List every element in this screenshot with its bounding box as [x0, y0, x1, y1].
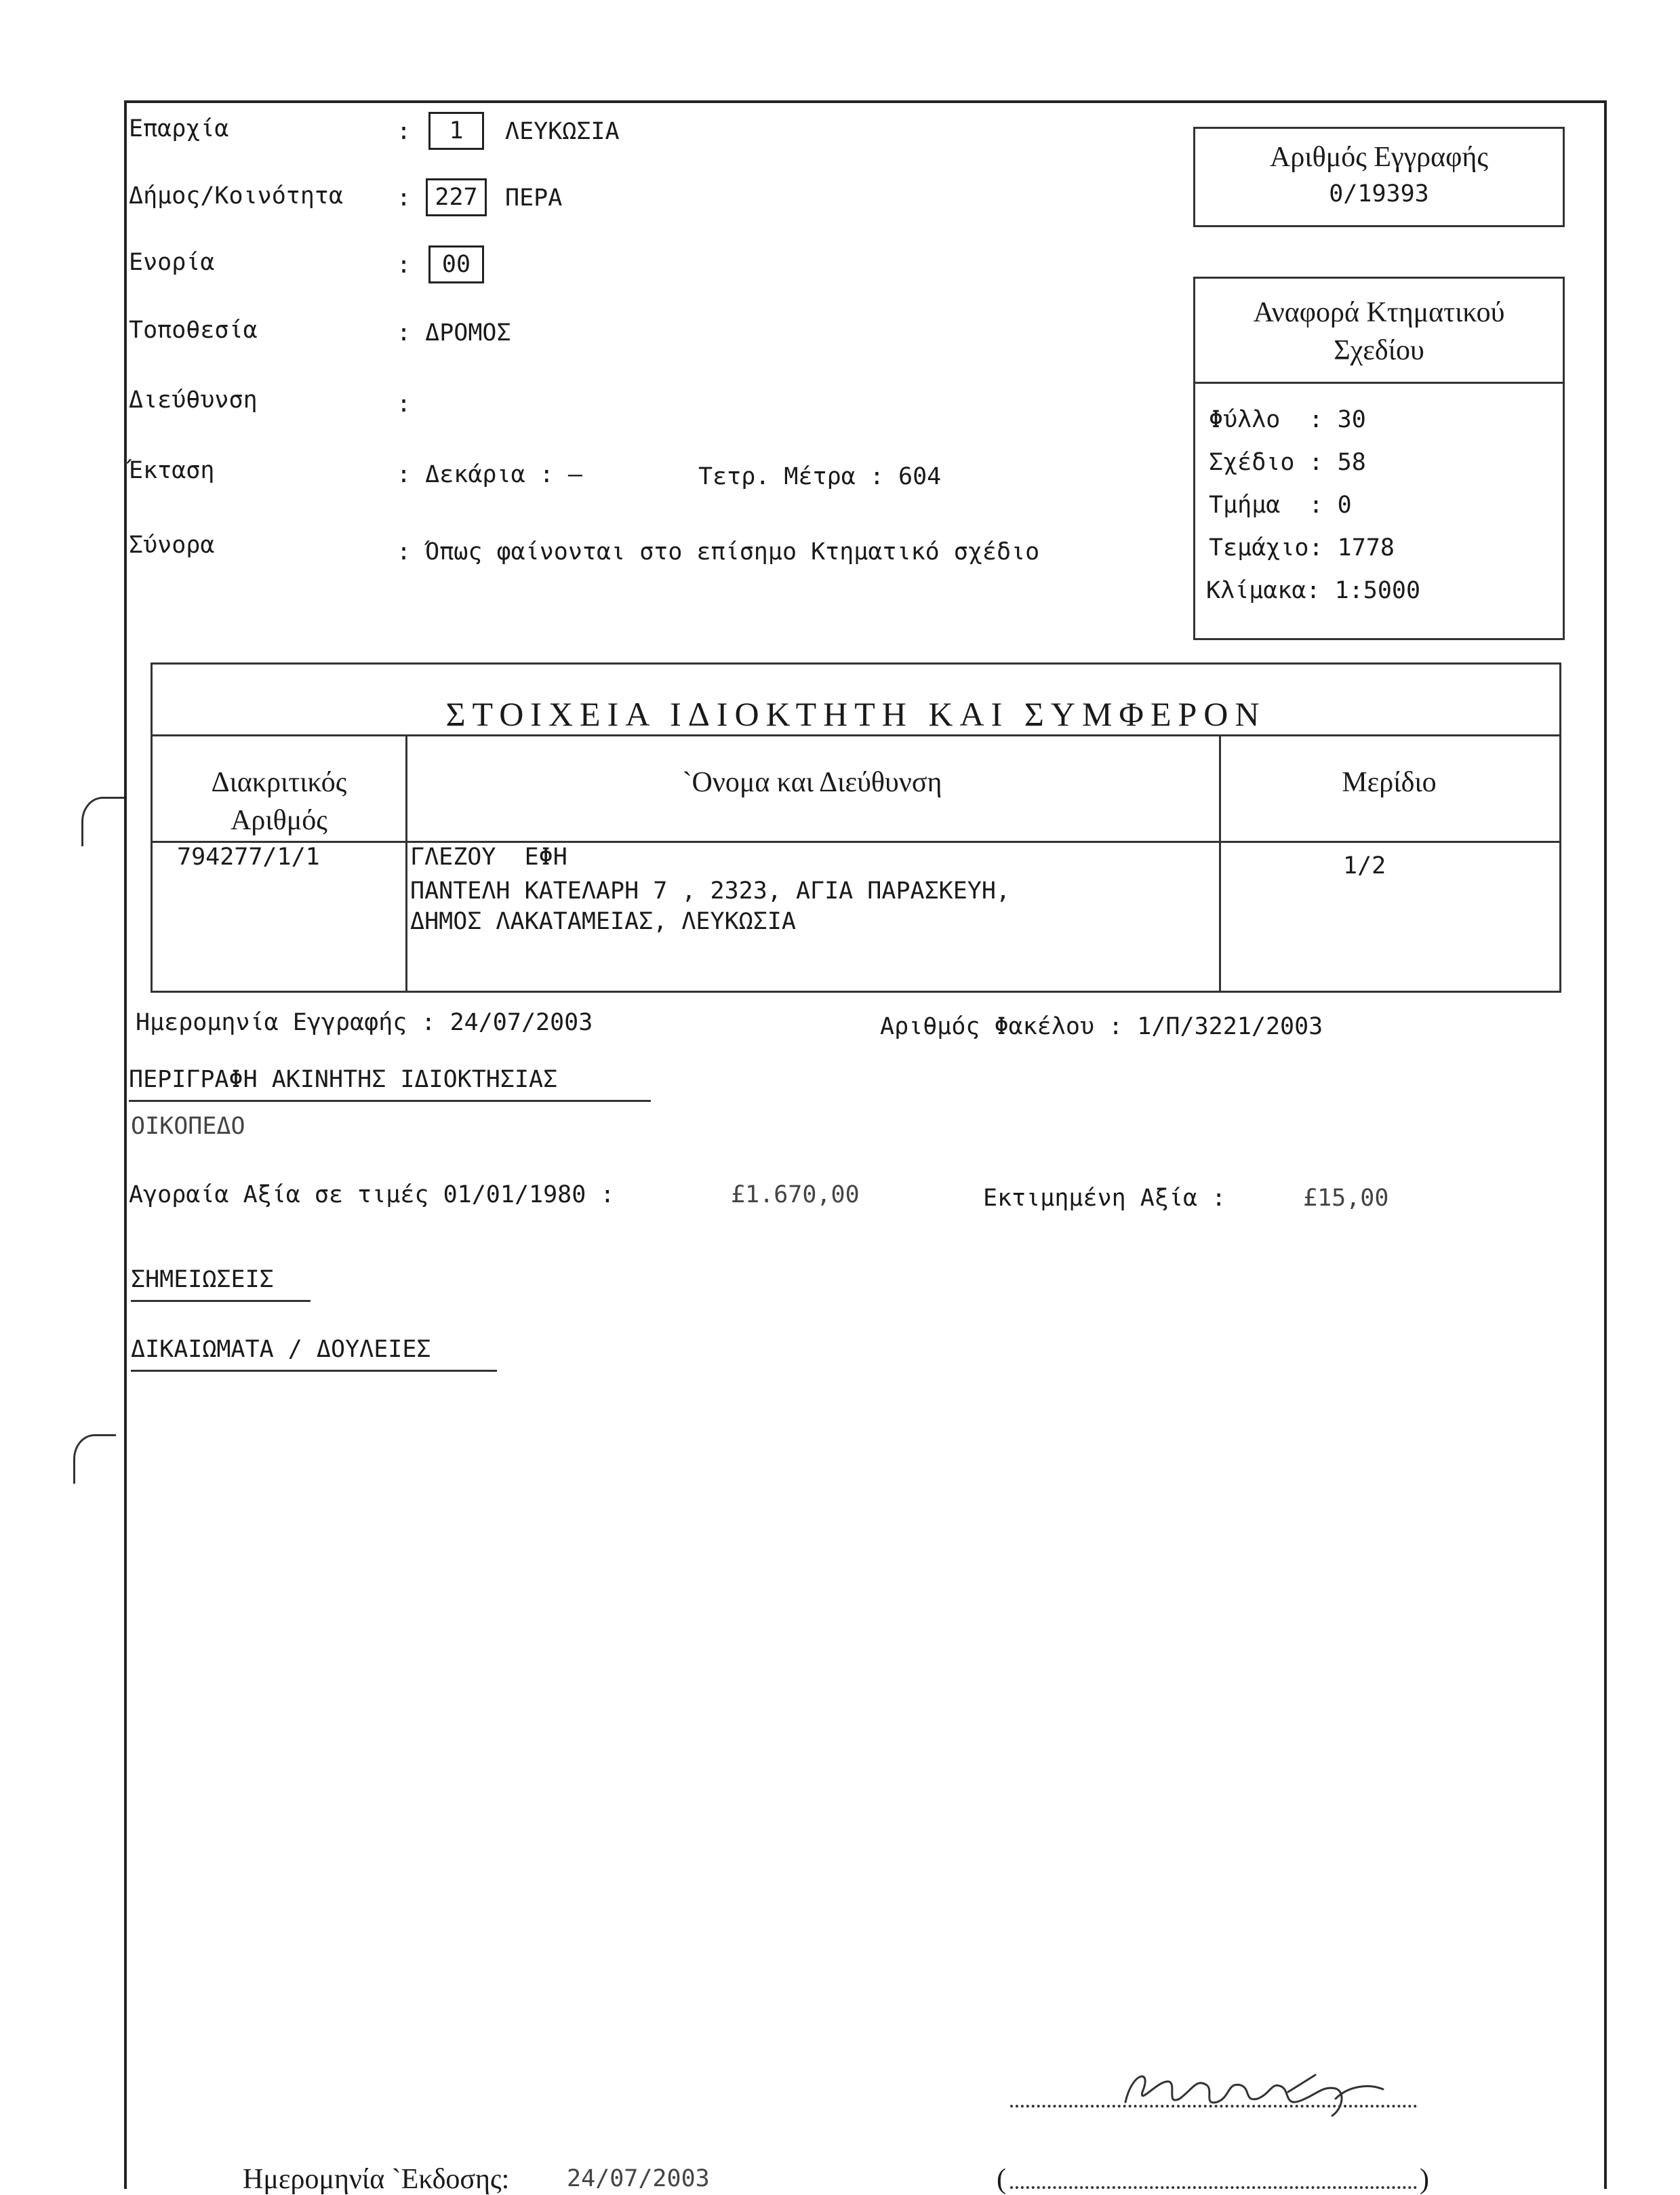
property-description-value: ΟΙΚΟΠΕΔΟ: [131, 1113, 245, 1140]
signatory-paren-open: (: [997, 2164, 1006, 2195]
rights-heading: ΔΙΚΑΙΩΜΑΤΑ / ΔΟΥΛΕΙΕΣ: [131, 1334, 497, 1372]
area-label: Έκταση: [129, 457, 215, 484]
estimated-value: £15,00: [1303, 1185, 1389, 1212]
registration-date: Ημερομηνία Εγγραφής : 24/07/2003: [136, 1009, 593, 1036]
owner-share: 1/2: [1343, 852, 1386, 879]
market-value-label: Αγοραία Αξία σε τιμές 01/01/1980 :: [129, 1181, 615, 1208]
owner-address-line1: ΠΑΝΤΕΛΗ ΚΑΤΕΛΑΡΗ 7 , 2323, ΑΓΙΑ ΠΑΡΑΣΚΕΥΗ,: [410, 877, 1011, 905]
plan-number: Σχέδιο : 58: [1209, 449, 1366, 476]
issue-date-label: Ημερομηνία `Εκδοσης:: [243, 2164, 510, 2195]
registration-number-title: Αριθμός Εγγραφής: [1270, 142, 1488, 173]
owner-table-header-divider: [153, 841, 1559, 843]
estimated-value-label: Εκτιμημένη Αξία :: [983, 1185, 1226, 1212]
property-description-heading: ΠΕΡΙΓΡΑΦΗ ΑΚΙΝΗΤΗΣ ΙΔΙΟΚΤΗΣΙΑΣ: [129, 1065, 651, 1102]
parish-label: Ενορία: [129, 249, 215, 276]
owner-address-line2: ΔΗΜΟΣ ΛΑΚΑΤΑΜΕΙΑΣ, ΛΕΥΚΩΣΙΑ: [410, 908, 796, 935]
province-label: Επαρχία: [129, 115, 229, 142]
punch-hole-mark: [81, 797, 124, 846]
owner-id: 794277/1/1: [177, 844, 320, 871]
owner-table: [151, 663, 1561, 993]
colon: :: [397, 118, 412, 145]
boundaries-value: : Όπως φαίνονται στο επίσημο Κτηματικό σχέδιο: [397, 538, 1040, 566]
plan-reference-title-line1: Αναφορά Κτηματικού: [1253, 297, 1505, 328]
signatory-name-line: [1010, 2186, 1417, 2189]
signature-line: [1010, 2105, 1417, 2108]
plan-reference-box: [1193, 277, 1565, 640]
col-header-id-line2: Αριθμός: [231, 805, 327, 836]
province-name: ΛΕΥΚΩΣΙΑ: [505, 118, 620, 145]
notes-heading: ΣΗΜΕΙΩΣΕΙΣ: [131, 1265, 311, 1302]
col-header-share: Μερίδιο: [1342, 767, 1437, 798]
signature-scribble: [1112, 2044, 1397, 2126]
address-value: :: [397, 391, 412, 418]
plan-reference-divider: [1195, 382, 1563, 384]
plan-reference-title-line2: Σχεδίου: [1334, 335, 1424, 366]
parish-code-box: 00: [428, 245, 484, 283]
area-decares: : Δεκάρια : —: [397, 461, 582, 488]
location-value: : ΔΡΟΜΟΣ: [397, 319, 511, 347]
market-value: £1.670,00: [731, 1181, 860, 1208]
file-number: Αριθμός Φακέλου : 1/Π/3221/2003: [880, 1013, 1323, 1040]
colon: :: [397, 252, 412, 279]
owner-name: ΓΛΕΖΟΥ ΕΦΗ: [410, 844, 567, 871]
col-header-id-line1: Διακριτικός: [211, 767, 347, 798]
plan-parcel: Τεμάχιο: 1778: [1209, 534, 1395, 561]
col-header-name: `Ονομα και Διεύθυνση: [682, 767, 942, 798]
municipality-name: ΠΕΡΑ: [505, 184, 563, 212]
owner-table-title: ΣΤΟΙΧΕΙΑ ΙΔΙΟΚΤΗΤΗ ΚΑΙ ΣΥΜΦΕΡΟΝ: [445, 695, 1266, 733]
address-label: Διεύθυνση: [129, 387, 258, 414]
document-frame-top: [127, 100, 1607, 103]
owner-table-title-divider: [153, 734, 1559, 736]
document-frame-right: [1604, 100, 1607, 2189]
area-square-meters: Τετρ. Μέτρα : 604: [698, 463, 942, 490]
issue-date: 24/07/2003: [567, 2165, 710, 2192]
plan-section: Τμήμα : 0: [1209, 492, 1352, 519]
colon: :: [397, 184, 412, 212]
document-frame-left: [124, 100, 127, 2189]
punch-hole-mark: [73, 1434, 116, 1484]
signatory-paren-close: ): [1420, 2164, 1429, 2195]
location-label: Τοποθεσία: [129, 317, 258, 344]
plan-sheet: Φύλλο : 30: [1209, 406, 1366, 433]
boundaries-label: Σύνορα: [129, 532, 215, 559]
province-code-box: 1: [428, 112, 484, 150]
municipality-code-box: 227: [426, 178, 487, 216]
plan-scale: Κλίμακα: 1:5000: [1206, 577, 1421, 604]
registration-number-value: 0/19393: [1329, 180, 1429, 207]
municipality-label: Δήμος/Κοινότητα: [129, 182, 344, 210]
registration-number-box: [1193, 127, 1565, 227]
